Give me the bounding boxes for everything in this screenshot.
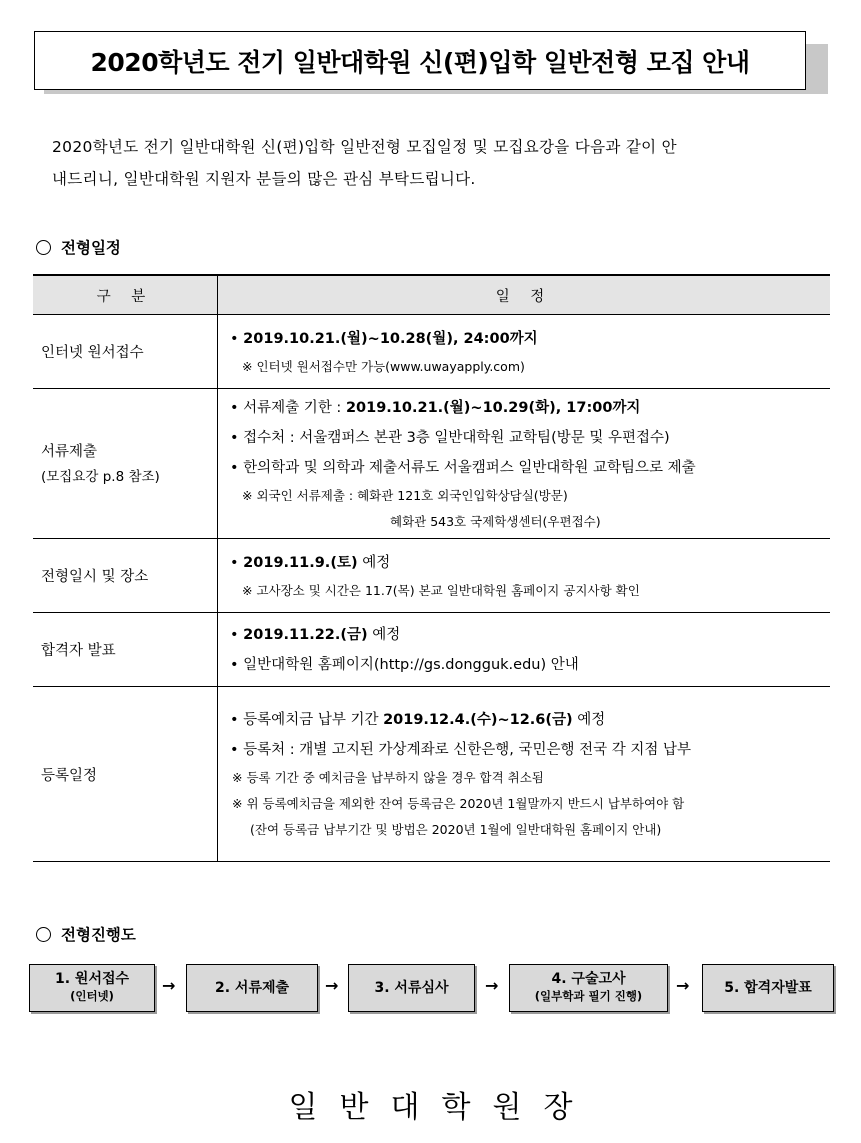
step-label: 1. 원서접수 xyxy=(54,971,130,987)
process-step-3 xyxy=(348,964,475,1012)
arrow-right-icon: → xyxy=(676,976,690,995)
row-schedule xyxy=(218,315,831,389)
table-row xyxy=(33,687,830,862)
table-row xyxy=(33,539,830,613)
bullet: • xyxy=(230,459,239,476)
line-suffix: 예정 xyxy=(357,554,391,571)
line-prefix: 등록예치금 납부 기간 xyxy=(243,712,384,728)
page-title: 2020학년도 전기 일반대학원 신(편)입학 일반전형 모집 안내 xyxy=(34,31,806,90)
date-range: 2019.11.9.(토) xyxy=(243,554,358,571)
schedule-table xyxy=(33,274,830,862)
signature: 일반대학원장 xyxy=(288,1090,595,1125)
row-category xyxy=(33,687,218,862)
step-label: 4. 구술고사 xyxy=(551,971,626,987)
intro-line: 2020학년도 전기 일반대학원 신(편)입학 일반전형 모집일정 및 모집요강을 다음과 같이 안 xyxy=(52,138,677,156)
circle-icon xyxy=(36,927,51,942)
table-row xyxy=(33,315,830,389)
note-line: 혜화관 543호 국제학생센터(우편접수) xyxy=(390,513,601,529)
process-heading-label: 전형진행도 xyxy=(61,925,136,944)
step-label: 3. 서류심사 xyxy=(374,979,449,996)
row-category xyxy=(33,613,218,687)
process-step-4 xyxy=(509,964,668,1012)
note-line: ※ 인터넷 원서접수만 가능(www.uwayapply.com) xyxy=(242,358,525,374)
schedule-heading xyxy=(36,236,121,258)
col-header-schedule: 일 정 xyxy=(218,275,831,315)
row-category xyxy=(33,389,218,539)
note-line: ※ 외국인 서류제출 : 혜화관 121호 외국인입학상담실(방문) xyxy=(242,487,568,503)
bullet: • xyxy=(230,330,239,347)
schedule-line xyxy=(230,650,829,680)
process-heading xyxy=(36,923,136,945)
arrow-right-icon: → xyxy=(162,976,176,995)
category-label: 등록일정 xyxy=(41,767,98,784)
schedule-line xyxy=(230,393,829,423)
step-label: 5. 합격자발표 xyxy=(724,979,812,996)
row-schedule xyxy=(218,613,831,687)
category-label: 인터넷 원서접수 xyxy=(41,345,144,361)
process-step-2 xyxy=(186,964,318,1012)
bullet: • xyxy=(230,399,239,416)
table-row xyxy=(33,389,830,539)
category-label: 서류제출 xyxy=(41,443,98,460)
process-step-1 xyxy=(29,964,155,1012)
date-range: 2019.10.21.(월)~10.29(화), 17:00까지 xyxy=(345,399,641,416)
schedule-line xyxy=(230,548,829,578)
note-line: (잔여 등록금 납부기간 및 방법은 2020년 1월에 일반대학원 홈페이지 안내) xyxy=(250,822,662,837)
category-label: 합격자 발표 xyxy=(41,643,116,659)
intro-line: 내드리니, 일반대학원 지원자 분들의 많은 관심 부탁드립니다. xyxy=(52,170,476,188)
arrow-right-icon: → xyxy=(485,976,499,995)
schedule-line xyxy=(230,735,829,765)
line-text: 한의학과 및 의학과 제출서류도 서울캠퍼스 일반대학원 교학팀으로 제출 xyxy=(243,459,696,476)
col-header-category: 구 분 xyxy=(33,275,218,315)
date-range: 2019.12.4.(수)~12.6(금) xyxy=(383,712,573,728)
row-category xyxy=(33,315,218,389)
line-prefix: 서류제출 기한 : xyxy=(243,399,346,416)
line-text: 등록처 : 개별 고지된 가상계좌로 신한은행, 국민은행 전국 각 지점 납부 xyxy=(243,742,691,758)
bullet: • xyxy=(230,429,239,446)
schedule-line xyxy=(230,620,829,650)
line-suffix: 예정 xyxy=(572,712,606,728)
schedule-line xyxy=(230,453,829,483)
bullet: • xyxy=(230,626,239,643)
process-step-5 xyxy=(702,964,834,1012)
date-range: 2019.10.21.(월)~10.28(월), 24:00까지 xyxy=(243,330,538,347)
intro-paragraph xyxy=(52,131,812,195)
schedule-line xyxy=(230,324,829,354)
note-line: ※ 고사장소 및 시간은 11.7(목) 본교 일반대학원 홈페이지 공지사항 확인 xyxy=(242,582,640,598)
schedule-heading-label: 전형일정 xyxy=(61,238,121,257)
step-sub-label: (인터넷) xyxy=(70,989,114,1003)
schedule-line xyxy=(230,423,829,453)
row-schedule xyxy=(218,687,831,862)
step-sub-label: (일부학과 필기 진행) xyxy=(534,989,643,1003)
arrow-right-icon: → xyxy=(325,976,339,995)
schedule-line xyxy=(230,705,829,735)
bullet: • xyxy=(230,656,239,673)
row-schedule xyxy=(218,389,831,539)
table-row xyxy=(33,613,830,687)
table-header-row xyxy=(33,275,830,315)
category-label: 전형일시 및 장소 xyxy=(41,569,149,585)
note-line: ※ 위 등록예치금을 제외한 잔여 등록금은 2020년 1월말까지 반드시 납부하여야 함 xyxy=(232,796,685,811)
line-text: 접수처 : 서울캠퍼스 본관 3층 일반대학원 교학팀(방문 및 우편접수) xyxy=(243,429,670,446)
date-range: 2019.11.22.(금) xyxy=(243,626,368,643)
category-sub-label: (모집요강 p.8 참조) xyxy=(41,468,160,485)
circle-icon xyxy=(36,240,51,255)
bullet: • xyxy=(230,712,239,728)
line-suffix: 예정 xyxy=(367,626,401,643)
note-line: ※ 등록 기간 중 예치금을 납부하지 않을 경우 합격 취소됨 xyxy=(232,770,544,785)
line-text: 일반대학원 홈페이지(http://gs.dongguk.edu) 안내 xyxy=(243,656,579,673)
bullet: • xyxy=(230,554,239,571)
row-category xyxy=(33,539,218,613)
bullet: • xyxy=(230,742,239,758)
row-schedule xyxy=(218,539,831,613)
step-label: 2. 서류제출 xyxy=(214,979,290,996)
